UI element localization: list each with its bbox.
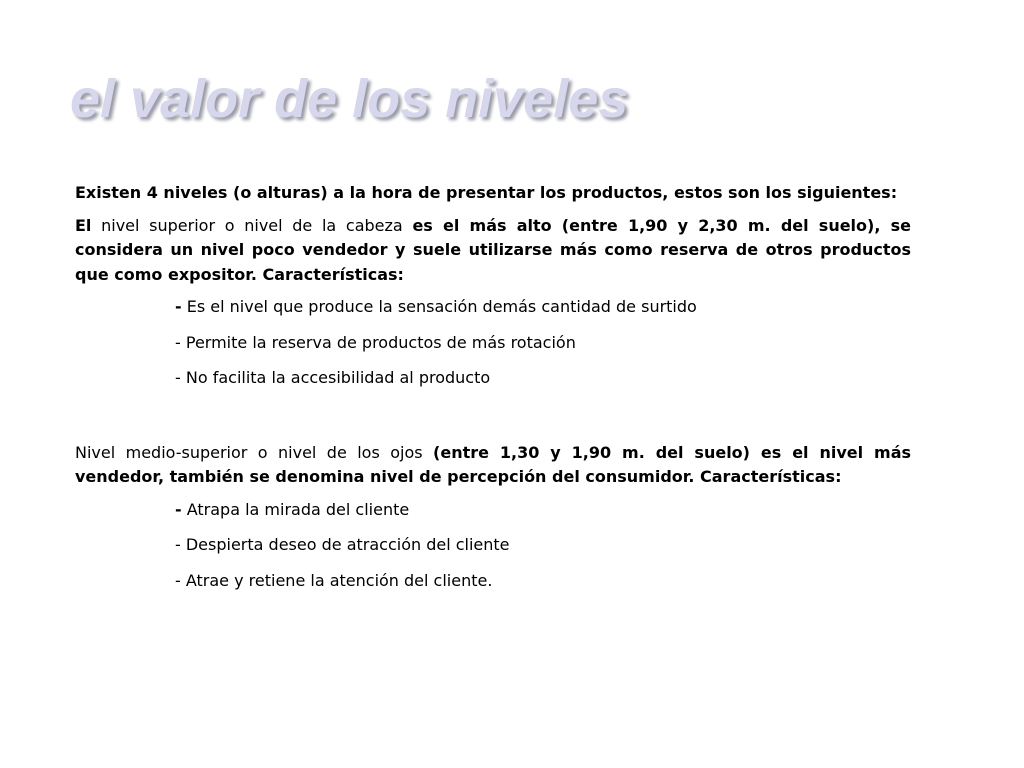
nivel-superior-paragraph xyxy=(75,214,911,288)
list-item xyxy=(175,498,911,523)
bullet-dash: - xyxy=(175,297,182,316)
nivel-superior-lead: El xyxy=(75,215,92,235)
nivel-medio-superior-description: (entre 1,30 y 1,90 m. del suelo) es el nivel más vendedor, también se denomina nivel de percepción del consumidor. Características: xyxy=(75,442,912,486)
bullet-text: - No facilita la accesibilidad al producto xyxy=(175,368,491,387)
bullet-text: Atrapa la mirada del cliente xyxy=(181,499,410,519)
nivel-superior-description: es el más alto (entre 1,90 y 2,30 m. del suelo), se considera un nivel poco vendedor y suele utilizarse más como reserva de otros productos que como expositor. Características: xyxy=(75,215,911,284)
bullet-text: - Atrae y retiene la atención del cliente. xyxy=(175,570,493,590)
list-item xyxy=(175,295,911,320)
bullet-text: - Permite la reserva de productos de más rotación xyxy=(175,332,576,352)
bullet-text: Es el nivel que produce la sensación demás cantidad de surtido xyxy=(181,297,697,316)
bullet-text: - Despierta deseo de atracción del cliente xyxy=(175,535,510,554)
list-item xyxy=(175,366,911,391)
slide-content xyxy=(75,181,911,604)
list-item xyxy=(175,331,911,356)
nivel-medio-superior-paragraph xyxy=(75,441,911,490)
bullet-dash: - xyxy=(175,499,182,519)
slide-title: el valor de los niveles xyxy=(70,69,629,129)
section-spacer xyxy=(75,402,911,441)
nivel-superior-name: nivel superior o nivel de la cabeza xyxy=(91,215,413,235)
list-item xyxy=(175,569,911,594)
nivel-medio-superior-name: Nivel medio-superior o nivel de los ojos xyxy=(75,442,434,462)
list-item xyxy=(175,533,911,558)
intro-paragraph: Existen 4 niveles (o alturas) a la hora de presentar los productos, estos son los siguientes: xyxy=(75,183,898,202)
